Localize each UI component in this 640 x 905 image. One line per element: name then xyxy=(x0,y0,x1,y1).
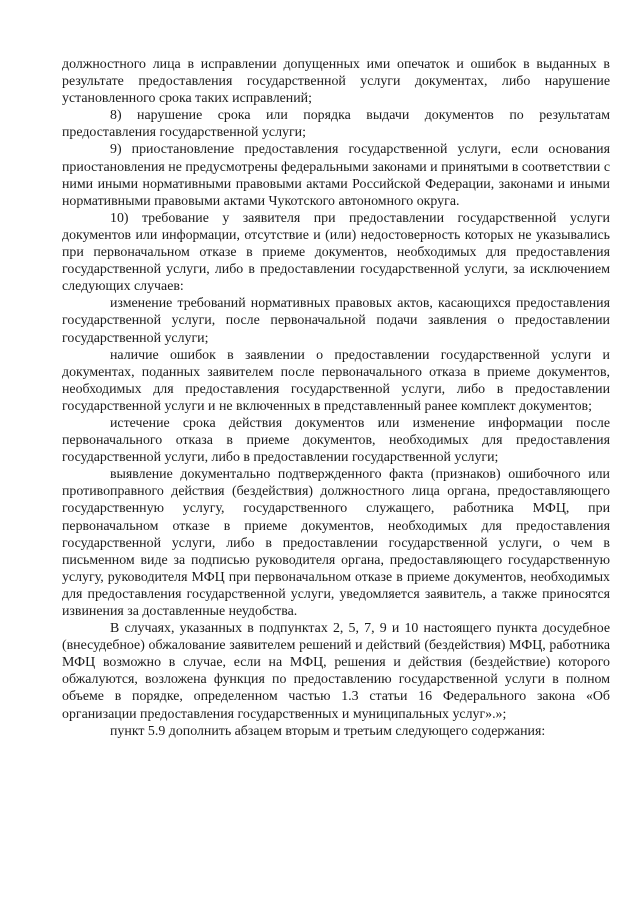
paragraph-amendment: пункт 5.9 дополнить абзацем вторым и третьим следующего содержания: xyxy=(110,723,546,739)
paragraph-item-9: 9) приостановление предоставления государственной услуги, если основания приостановления не предусмотрены федеральными законами и принятыми в соответствии с ними иными нормативными правовыми актами Российской Федерации, законами и иными нормативными правовыми актами Чукотского автономного округа. xyxy=(62,142,610,209)
paragraph-item-10: 10) требование у заявителя при предоставлении государственной услуги документов или информации, отсутствие и (или) недостоверность которых не указывались при первоначальном отказе в приеме документов, необходимых для предоставления государственной услуги, либо в предоставлении государственной услуги, за исключением следующих случаев: xyxy=(62,210,610,295)
document-body xyxy=(62,56,610,740)
paragraph-exception-4: выявление документально подтвержденного факта (признаков) ошибочного или противоправного действия (бездействия) должностного лица органа, предоставляющего государственную услугу, государственного служащего, работника МФЦ, при первоначальном отказе в приеме документов, необходимых для предоставления государственной услуги, либо в предоставлении государственной услуги, о чем в письменном виде за подписью руководителя органа, предоставляющего государственную услугу, руководителя МФЦ при первоначальном отказе в приеме документов, необходимых для предоставления государственной услуги, уведомляется заявитель, а также приносятся извинения за доставленные неудобства. xyxy=(62,467,610,619)
paragraph-exception-1: изменение требований нормативных правовых актов, касающихся предоставления государственной услуги, после первоначальной подачи заявления о предоставлении государственной услуги; xyxy=(62,296,610,346)
paragraph-continuation: должностного лица в исправлении допущенных ими опечаток и ошибок в выданных в результате предоставления государственной услуги документах, либо нарушение установленного срока таких исправлений; xyxy=(62,57,610,107)
paragraph-exception-2: наличие ошибок в заявлении о предоставлении государственной услуги и документах, поданных заявителем после первоначального отказа в приеме документов, необходимых для предоставления государственной услуги, либо в предоставлении государственной услуги и не включенных в представленный ранее комплект документов; xyxy=(62,347,610,414)
paragraph-cases: В случаях, указанных в подпунктах 2, 5, 7, 9 и 10 настоящего пункта досудебное (внесудебное) обжалование заявителем решений и действий (бездействия) МФЦ, работника МФЦ возможно в случае, если на МФЦ, решения и действия (бездействие) которого обжалуются, возложена функция по предоставлению государственной услуги в полном объеме в порядке, определенном частью 1.3 статьи 16 Федерального закона «Об организации предоставления государственных и муниципальных услуг».»; xyxy=(62,621,610,722)
paragraph-exception-3: истечение срока действия документов или изменение информации после первоначального отказа в приеме документов, необходимых для предоставления государственной услуги, либо в предоставлении государственной услуги; xyxy=(62,415,610,466)
paragraph-item-8: 8) нарушение срока или порядка выдачи документов по результатам предоставления государственной услуги; xyxy=(62,108,610,141)
